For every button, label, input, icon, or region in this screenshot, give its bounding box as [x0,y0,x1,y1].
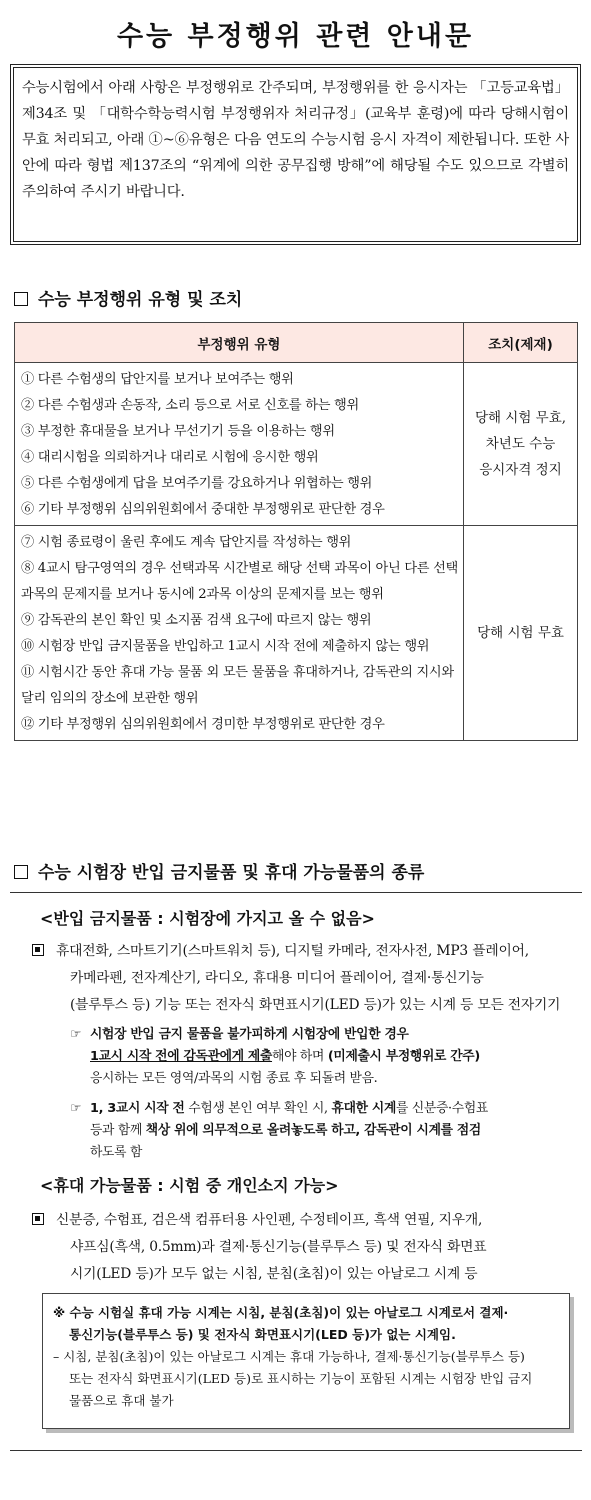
col-header-action: 조치(제재) [464,323,578,363]
prohibited-heading: <반입 금지물품 : 시험장에 가지고 올 수 없음> [40,909,375,928]
list-item: ① 다른 수험생의 답안지를 보거나 보여주는 행위 [21,372,294,387]
section-heading-violations: 수능 부정행위 유형 및 조치 [14,285,242,310]
watch-notice-box: ※ 수능 시험실 휴대 가능 시계는 시침, 분침(초침)이 있는 아날로그 시계로서 결제· 통신기능(블루투스 등) 및 전자식 화면표시기(LED 등)가 없는 시계임. – 시침, 분침(초침)이 있는 아날로그 시계는 휴대 가능하나, 결제·통신기능(블루투스 등) 또는 전자식 화면표시기(LED 등)로 표시하는 기능이 포함된 시계는 시험장 반입 금지 물품으로 휴대 불가 [42,1293,570,1429]
allowed-heading: <휴대 가능물품 : 시험 중 개인소지 가능> [40,1176,339,1195]
allowed-items-list: 신분증, 수험표, 검은색 컴퓨터용 사인펜, 수정테이프, 흑색 연필, 지우개, 샤프심(흑색, 0.5mm)과 결제·통신기능(블루투스 등) 및 전자식 화면표 시기(LED 등)가 모두 없는 시침, 분침(초침)이 있는 아날로그 시계 등 [32,1207,580,1288]
divider [10,1450,582,1451]
table-header-row [15,323,578,363]
divider [10,892,582,893]
table-row-group1 [15,363,578,526]
intro-notice-box [10,64,581,245]
pointing-hand-icon: ☞ [70,1027,82,1042]
list-item: ⑦ 시험 종료령이 울린 후에도 계속 답안지를 작성하는 행위 [21,535,352,550]
intro-text: 수능시험에서 아래 사항은 부정행위로 간주되며, 부정행위를 한 응시자는 「고등교육법」 제34조 및 「대학수학능력시험 부정행위자 처리규정」(교육부 훈령)에 따라 당해시험이 무효 처리되고, 아래 ①~⑥유형은 다음 연도의 수능시험 응시 자격이 제한됩니다. 또한 사안에 따라 형법 제137조의 “위계에 의한 공무집행 방해”에 해당될 수도 있으므로 각별히 주의하여 주시기 바랍니다. [13,67,578,242]
list-item: ⑧ 4교시 탐구영역의 경우 선택과목 시간별로 해당 선택 과목이 아닌 다른 선택과목의 문제지를 보거나 동시에 2과목 이상의 문제지를 보는 행위 [21,561,458,602]
page-title: 수능 부정행위 관련 안내문 [116,21,475,52]
table-row-group2 [15,526,578,741]
prohibited-note-1: ☞ 시험장 반입 금지 물품을 불가피하게 시험장에 반입한 경우 1교시 시작 전에 감독관에게 제출해야 하며 (미제출시 부정행위로 간주) 응시하는 모든 영역/과목의 시험 종료 후 되돌려 받음. [90,1024,570,1090]
list-item: ⑨ 감독관의 본인 확인 및 소지품 검색 요구에 따르지 않는 행위 [21,613,372,628]
list-item: ④ 대리시험을 의뢰하거나 대리로 시험에 응시한 행위 [21,450,319,465]
hollow-square-icon [14,292,28,306]
prohibited-items-list: 휴대전화, 스마트기기(스마트워치 등), 디지털 카메라, 전자사전, MP3 플레이어, 카메라펜, 전자계산기, 라디오, 휴대용 미디어 플레이어, 결제·통신기능 (블루투스 등) 기능 또는 전자식 화면표시기(LED 등)가 있는 시계 등 모든 전자기기 [32,938,580,1019]
list-item: ⑥ 기타 부정행위 심의위원회에서 중대한 부정행위로 판단한 경우 [21,502,385,517]
action-group2: 당해 시험 무효 [464,526,578,741]
violation-table [14,322,578,741]
list-item: ⑤ 다른 수험생에게 답을 보여주기를 강요하거나 위협하는 행위 [21,476,373,491]
filled-square-icon [32,1213,44,1225]
section-heading-items: 수능 시험장 반입 금지물품 및 휴대 가능물품의 종류 [14,858,424,883]
violation-items-group2 [15,526,464,741]
violation-items-group1 [15,363,464,526]
action-group1: 당해 시험 무효, 차년도 수능 응시자격 정지 [464,363,578,526]
list-item: ⑫ 기타 부정행위 심의위원회에서 경미한 부정행위로 판단한 경우 [21,717,385,732]
col-header-type: 부정행위 유형 [15,323,464,363]
filled-square-icon [32,944,44,956]
pointing-hand-icon: ☞ [70,1101,82,1116]
hollow-square-icon [14,865,28,879]
list-item: ② 다른 수험생과 손동작, 소리 등으로 서로 신호를 하는 행위 [21,398,359,413]
list-item: ⑩ 시험장 반입 금지물품을 반입하고 1교시 시작 전에 제출하지 않는 행위 [21,639,430,654]
list-item: ③ 부정한 휴대물을 보거나 무선기기 등을 이용하는 행위 [21,424,335,439]
list-item: ⑪ 시험시간 동안 휴대 가능 물품 외 모든 물품을 휴대하거나, 감독관의 지시와 달리 임의의 장소에 보관한 행위 [21,665,454,706]
prohibited-note-2: ☞ 1, 3교시 시작 전 수험생 본인 여부 확인 시, 휴대한 시계를 신분증·수험표 등과 함께 책상 위에 의무적으로 올려놓도록 하고, 감독관이 시계를 점검 하도록 함 [90,1098,570,1164]
